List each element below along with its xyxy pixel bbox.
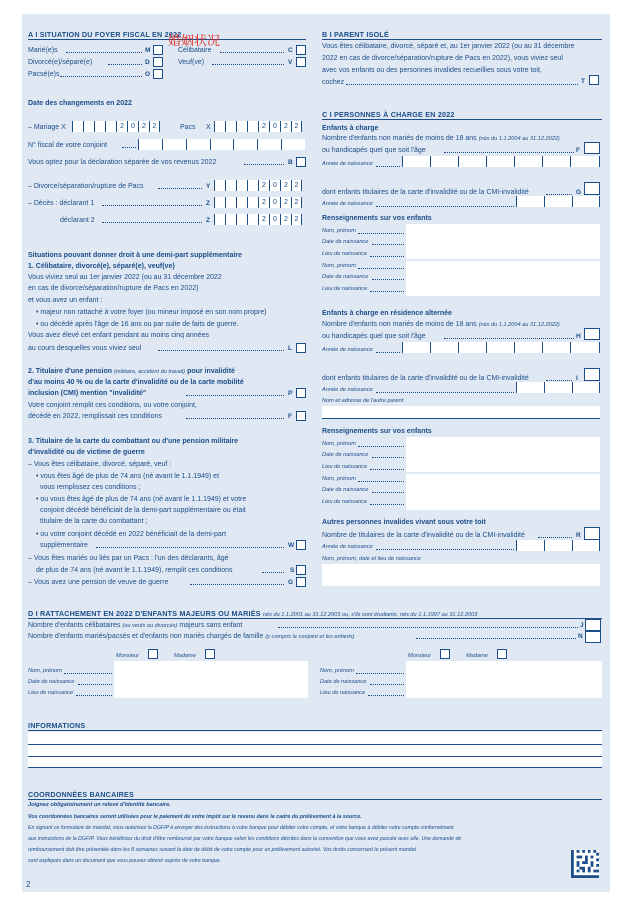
d-monsieur-2: Monsieur [408,653,432,659]
letter-w: W [288,542,295,549]
ec-annee-label: Année de naissance [322,161,373,167]
alt-cmi-input[interactable] [584,368,600,381]
inv-annee-strip[interactable] [516,540,600,551]
inv-title: Autres personnes invalides vivant sous votre toit [322,519,486,526]
inv-count-input[interactable] [584,527,600,540]
rens2-nom-2: Nom, prénom [322,476,356,482]
letter-z2: Z [206,217,210,224]
b-line3: avec vos enfants ou des personnes invalides recueillies sous votre toit, [322,67,542,74]
letter-t: T [581,78,585,85]
deces1-date-field[interactable]: 2 0 2 2 [214,197,302,208]
divorce-pacs-label: – Divorce/séparation/rupture de Pacs [28,183,144,190]
nom-adresse-input[interactable] [322,406,600,418]
section-d-title: D I RATTACHEMENT EN 2022 D'ENFANTS MAJEURS OU MARIÉS nés du 1.1.2001 au 31.12.2003 ou, s'ils sont étudiants, nés du 1.1.1997 au 31.12.2003 [28,609,478,618]
b-line2: 2022 en cas de divorce/séparation/rupture de Pacs en 2022), vous viviez seul [322,55,563,62]
s1-line5: • ou décédé après l'âge de 16 ans ou par suite de faits de guerre. [36,321,239,328]
veuf-label: Veuf(ve) [178,59,205,66]
letter-r: R [576,532,581,539]
letter-z1: Z [206,200,210,207]
informations-title: INFORMATIONS [28,721,86,730]
pacse-label: Pacsé(e)s [28,71,60,78]
rens1-lieu-2: Lieu de naissance [322,286,368,292]
rens1-nom-2: Nom, prénom [322,263,356,269]
letter-d: D [145,59,150,66]
s3-checkbox-g[interactable] [296,577,306,587]
b-line4: cochez [322,79,345,86]
letter-g-c: G [576,189,582,196]
ec-cmi-input[interactable] [584,182,600,195]
mariage-date-field[interactable]: 2 0 2 2 [72,121,160,132]
deces2-label: déclarant 2 [60,217,95,224]
d-madame-2: Madame [466,653,488,659]
ec-cmi-annee-strip[interactable] [516,196,600,207]
fiscal-conjoint-input[interactable] [138,139,305,150]
bancaires-line5: remboursement doit être présentée dans les 8 semaines suivant la date de débit de votre compte pour un prélèvement autorisé. Vos droits concernant le présent mandat [28,847,416,853]
bancaires-line1: Joignez obligatoirement un relevé d'identité bancaire. [28,802,171,808]
bancaires-line6: sont expliqués dans un document que vous pouvez obtenir auprès de votre banque. [28,858,221,864]
d1-lieu: Lieu de naissance [28,690,74,696]
s3-line10: supplémentaire [40,542,88,549]
veuf-checkbox[interactable] [296,57,306,67]
letter-f: F [288,413,292,420]
celibataire-label: Célibataire [178,47,212,54]
fiscal-conjoint-label: N° fiscal de votre conjoint [28,142,108,149]
rens-title-2: Renseignements sur vos enfants [322,428,432,435]
letter-g-a: G [288,579,294,586]
d-madame-1: Madame [174,653,196,659]
deces2-date-field[interactable]: 2 0 2 2 [214,214,302,225]
s3-line13: – Vous avez une pension de veuve de guerre [28,579,169,586]
section-b-title: B I PARENT ISOLÉ [322,30,389,39]
marie-label: Marié(e)s [28,47,58,54]
letter-n: N [578,633,583,640]
letter-p: P [288,390,293,397]
option-separee-checkbox[interactable] [296,157,306,167]
d-line2: Nombre d'enfants mariés/pacsés et d'enfants non mariés chargés de famille (y compris le conjoint et les enfants) [28,633,355,640]
s2-line1: 2. Titulaire d'une pension (militaire, accident du travail) pour invalidité [28,368,235,375]
ec-line1: Nombre d'enfants non mariés de moins de 18 ans (nés du 1.1.2004 au 31.12.2022) [322,135,560,142]
enfants-title: Enfants à charge [322,125,379,132]
letter-i: I [576,375,578,382]
rens1-naissance: Date de naissance [322,239,369,245]
letter-o: O [145,71,151,78]
s1-line3: et vous avez un enfant : [28,297,103,304]
bancaires-line2: Vos coordonnées bancaires seront utilisées pour le paiement de votre impôt sur le revenu dans le cadre du prélèvement à la source. [28,814,362,820]
ec-line2: ou handicapés quel que soit l'âge [322,147,426,154]
letter-v: V [288,59,293,66]
datamatrix-code [571,850,599,878]
bancaires-title: COORDONNÉES BANCAIRES [28,790,135,799]
d-line1: Nombre d'enfants célibataires (ou veufs ou divorcés) majeurs sans enfant [28,622,243,629]
rens2-lieu-2: Lieu de naissance [322,499,368,505]
celibataire-checkbox[interactable] [296,45,306,55]
alt-line2: ou handicapés quel que soit l'âge [322,333,426,340]
divorce-date-field[interactable]: 2 0 2 2 [214,180,302,191]
s3-line11: – Vous êtes mariés ou liés par un Pacs : l'un des déclarants, âgé [28,555,229,562]
demi-part-title: Situations pouvant donner droit à une demi-part supplémentaire [28,252,242,259]
enfants-count-input[interactable] [584,142,600,154]
letter-f-c: F [576,147,580,154]
rens2-lieu: Lieu de naissance [322,464,368,470]
informations-input[interactable] [28,732,602,768]
s3-line8: titulaire de la carte du combattant ; [40,518,148,525]
handwritten-annotation: 婚姻状况 [168,33,221,48]
d-madame-checkbox-1[interactable] [205,649,215,659]
divorce-checkbox[interactable] [153,57,163,67]
s3-line4: • vous êtes âgé de plus de 74 ans (né avant le 1.1.1949) et [36,473,220,480]
letter-y: Y [206,183,211,190]
option-separee-label: Vous optez pour la déclaration séparée de vos revenus 2022 [28,159,217,166]
deces1-label: – Décès : déclarant 1 [28,200,95,207]
letter-l: L [288,345,292,352]
page-number: 2 [26,880,31,889]
section-a-title: A I SITUATION DU FOYER FISCAL EN 2022 [28,30,182,39]
bancaires-line3: En signant ce formulaire de mandat, vous autorisez la DGFIP à envoyer des instructions à votre banque pour débiter votre compte, et votre banque à débiter votre compte conformément [28,825,454,831]
pacse-checkbox[interactable] [153,69,163,79]
rens-title-1: Renseignements sur vos enfants [322,215,432,222]
d2-naissance: Date de naissance [320,679,367,685]
d-count-j[interactable] [585,619,601,631]
bancaires-line4: aux instructions de la DGFIP. Vous bénéficiez du droit d'être remboursé par votre banque selon les conditions décrites dans la convention que vous avez passée avec elle. Une demande de [28,836,462,842]
pacs-x: X [206,124,211,131]
s1-line2: en cas de divorce/séparation/rupture de Pacs en 2022) [28,285,199,292]
divorce-label: Divorcé(e)/séparé(e) [28,59,93,66]
inv-line1: Nombre de titulaires de la carte d'invalidité ou de la CMI-invalidité [322,532,525,539]
rens2-naissance-2: Date de naissance [322,487,369,493]
s1-line4: • majeur non rattaché à votre foyer (ou mineur imposé en son nom propre) [36,309,267,316]
d-count-n[interactable] [585,631,601,643]
parent-isole-checkbox[interactable] [589,75,599,85]
pacs-label: Pacs [180,124,196,131]
s3-line3: – Vous êtes célibataire, divorcé, séparé, veuf : [28,461,172,468]
s2-line4: Votre conjoint remplit ces conditions, ou votre conjoint, [28,402,197,409]
d1-nom: Nom, prénom [28,668,62,674]
s2-checkbox-f[interactable] [296,411,306,421]
alt-cmi-annee-strip[interactable] [516,382,600,393]
s2-line2: d'au moins 40 % ou de la carte d'invalidité ou de la carte mobilité [28,379,244,386]
inv-details-input[interactable] [322,564,600,586]
rens1-nom: Nom, prénom [322,228,356,234]
letter-j: J [580,622,584,629]
rens1-naissance-2: Date de naissance [322,274,369,280]
alt-cmi-annee-label: Année de naissance [322,387,373,393]
ec-annee-strip[interactable] [402,156,600,167]
mariage-label: – Mariage X [28,124,66,131]
s3-line1: 3. Titulaire de la carte du combattant ou d'une pension militaire [28,438,239,445]
date-changes-title: Date des changements en 2022 [28,100,132,107]
b-line1: Vous êtes célibataire, divorcé, séparé et, au 1er janvier 2022 (ou au 31 décembre [322,43,575,50]
d-monsieur-checkbox-2[interactable] [440,649,450,659]
s1-title: 1. Célibataire, divorcé(e), séparé(e), veuf(ve) [28,263,175,270]
marie-checkbox[interactable] [153,45,163,55]
s3-line5: vous remplissez ces conditions ; [40,484,141,491]
d-madame-checkbox-2[interactable] [497,649,507,659]
rens2-naissance: Date de naissance [322,452,369,458]
alt-title: Enfants à charge en résidence alternée [322,310,452,317]
letter-m: M [145,47,151,54]
s2-line3: inclusion (CMI) mention "invalidité" [28,390,147,397]
letter-s: S [290,567,295,574]
s3-checkbox-s[interactable] [296,565,306,575]
s3-line7: conjoint décédé bénéficiait de la demi-part supplémentaire ou était [40,507,246,514]
s3-line12: de plus de 74 ans (né avant le 1.1.1949), remplit ces conditions [36,567,233,574]
inv-annee-label: Année de naissance [322,544,373,550]
alt-annee-strip[interactable] [402,342,600,353]
s3-line2: d'invalidité ou de victime de guerre [28,449,145,456]
inv-line2: Nom, prénom, date et lieu de naissance [322,556,421,562]
nom-adresse-label: Nom et adresse de l'autre parent [322,398,404,404]
letter-h: H [576,333,581,340]
s1-line1: Vous viviez seul au 1er janvier 2022 (ou au 31 décembre 2022 [28,274,222,281]
alt-annee-label: Année de naissance [322,347,373,353]
d2-lieu: Lieu de naissance [320,690,366,696]
s2-checkbox-p[interactable] [296,388,306,398]
rens2-nom: Nom, prénom [322,441,356,447]
d1-naissance: Date de naissance [28,679,75,685]
s3-line9: • ou votre conjoint décédé en 2022 bénéficiait de la demi-part [36,531,227,538]
rens1-lieu: Lieu de naissance [322,251,368,257]
pacs-date-field[interactable]: 2 0 2 2 [214,121,302,132]
s1-line7: au cours desquelles vous viviez seul [28,345,142,352]
d2-nom: Nom, prénom [320,668,354,674]
letter-c: C [288,47,293,54]
d-child-box-2[interactable] [406,661,602,698]
s1-line6: Vous avez élevé cet enfant pendant au moins cinq années [28,332,209,339]
letter-b: B [288,159,293,166]
ec-cmi-label: dont enfants titulaires de la carte d'invalidité ou de la CMI-invalidité [322,189,529,196]
ec-cmi-annee-label: Année de naissance [322,201,373,207]
s3-line6: • ou vous êtes âgé de plus de 74 ans (né avant le 1.1.1949) et votre [36,496,247,503]
d-child-box-1[interactable] [114,661,308,698]
alt-cmi-label: dont enfants titulaires de la carte d'invalidité ou de la CMI-invalidité [322,375,529,382]
d-monsieur-checkbox-1[interactable] [148,649,158,659]
alt-line1: Nombre d'enfants non mariés de moins de 18 ans (nés du 1.1.2004 au 31.12.2022) [322,321,560,328]
d-monsieur-1: Monsieur [116,653,140,659]
s1-checkbox[interactable] [296,343,306,353]
s2-line5: décédé en 2022, remplissait ces conditions [28,413,162,420]
alt-count-input[interactable] [584,328,600,340]
s3-checkbox-w[interactable] [296,540,306,550]
section-c-title: C I PERSONNES À CHARGE EN 2022 [322,110,455,119]
